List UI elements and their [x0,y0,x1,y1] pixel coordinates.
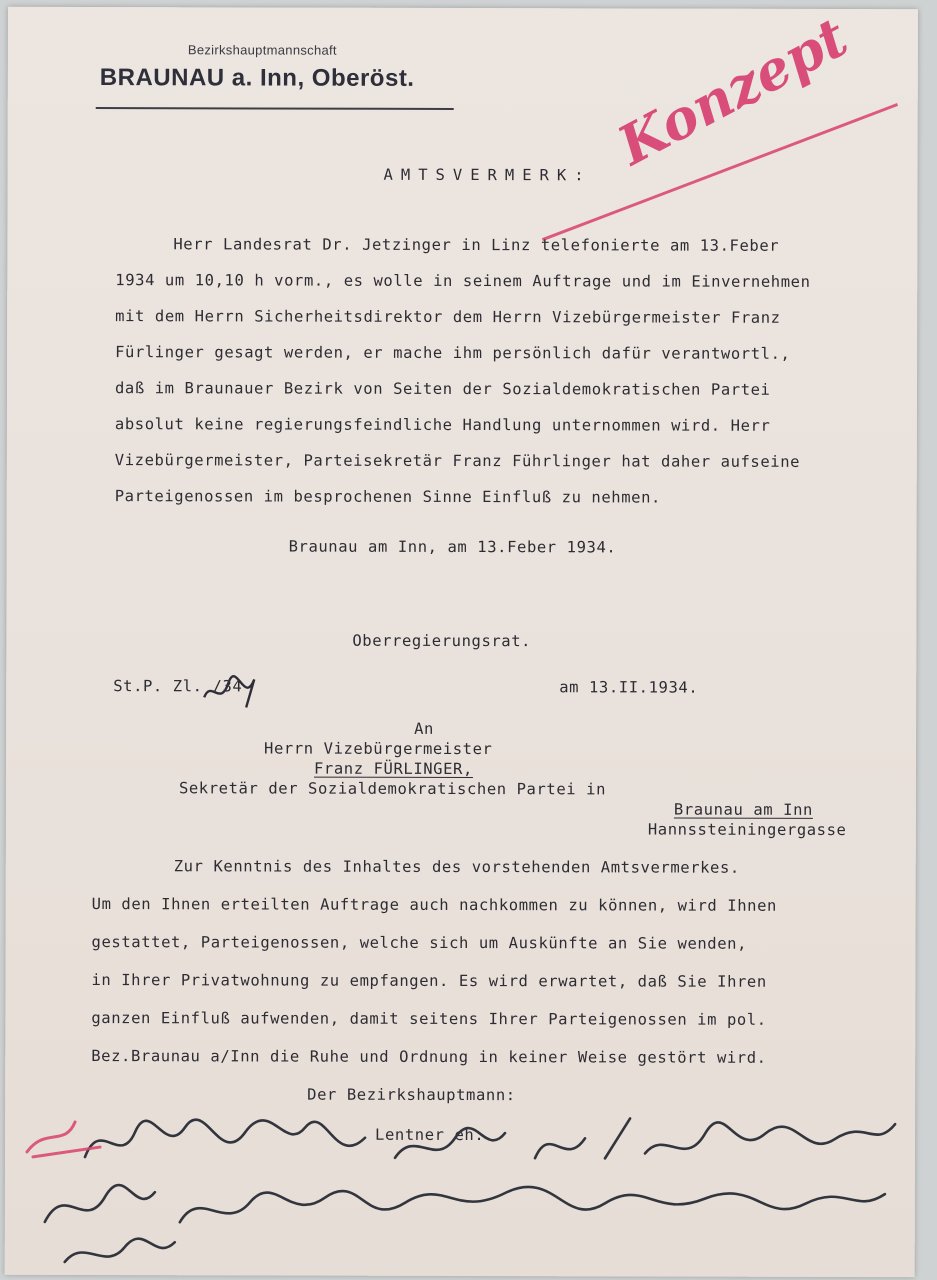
paragraph-2-line: Bez.Braunau a/Inn die Ruhe und Ordnung in keiner Weise gestört wird. [91,1047,767,1067]
red-konzept-annotation: Konzept [607,4,858,178]
place-and-date: Braunau am Inn, am 13.Feber 1934. [288,537,617,557]
paragraph-1-line: daß im Braunauer Bezirk von Seiten der Sozialdemokratischen Partei [114,379,771,399]
address-city: Braunau am Inn [673,800,813,819]
paragraph-2-line: gestattet, Parteigenossen, welche sich um Auskünfte an Sie wenden, [91,933,748,953]
paragraph-2-line: Zur Kenntnis des Inhaltes des vorstehenden Amtsvermerkes. [173,857,740,877]
address-street: Hannssteiningergasse [647,820,847,840]
signature-title: Oberregierungsrat. [352,631,532,651]
paragraph-2-line: ganzen Einfluß aufwenden, damit seitens Ihrer Parteigenossen im pol. [91,1009,767,1029]
address-an: An [414,719,435,738]
closing-line: Der Bezirkshauptmann: [307,1085,516,1105]
paragraph-1-line: mit dem Herrn Sicherheitsdirektor dem Herrn Vizebürgermeister Franz [115,307,781,327]
paragraph-1-line: Herr Landesrat Dr. Jetzinger in Linz telefonierte am 13.Feber [173,235,780,255]
paragraph-1-line: Vizebürgermeister, Parteisekretär Franz Führlinger hat daher aufseine [114,451,801,471]
paragraph-1-line: absolut keine regierungsfeindliche Handlung unternommen wird. Herr [114,415,771,435]
office-stamp [96,42,456,113]
paragraph-1-line: 1934 um 10,10 h vorm., es wolle in seinem Auftrage und im Einvernehmen [115,271,811,291]
paragraph-1-line: Fürlinger gesagt werden, er mache ihm persönlich dafür verantwortl., [115,343,791,363]
paragraph-1-line: Parteigenossen im besprochenen Sinne Einfluß zu nehmen. [114,487,661,507]
paragraph-2-line: in Ihrer Privatwohnung zu empfangen. Es wird erwartet, daß Sie Ihren [91,971,767,991]
stamp-authority: Bezirkshauptmannschaft [187,42,337,58]
stamp-rule [96,107,454,110]
signatory: Lentner eh. [375,1125,485,1145]
address-line-1: Herrn Vizebürgermeister [264,739,493,759]
paragraph-2-line: Um den Ihnen erteilten Auftrage auch nachkommen zu können, wird Ihnen [91,895,777,915]
stamp-place: BRAUNAU a. Inn, Oberöst. [99,64,415,92]
document-page [5,4,918,1277]
address-line-2: Franz FÜRLINGER, [313,759,473,779]
document-heading: AMTSVERMERK: [383,165,592,185]
reference-date: am 13.II.1934. [559,678,699,697]
address-line-3: Sekretär der Sozialdemokratischen Partei in [178,779,607,799]
reference-number: St.P. Zl. /34 [113,677,243,696]
